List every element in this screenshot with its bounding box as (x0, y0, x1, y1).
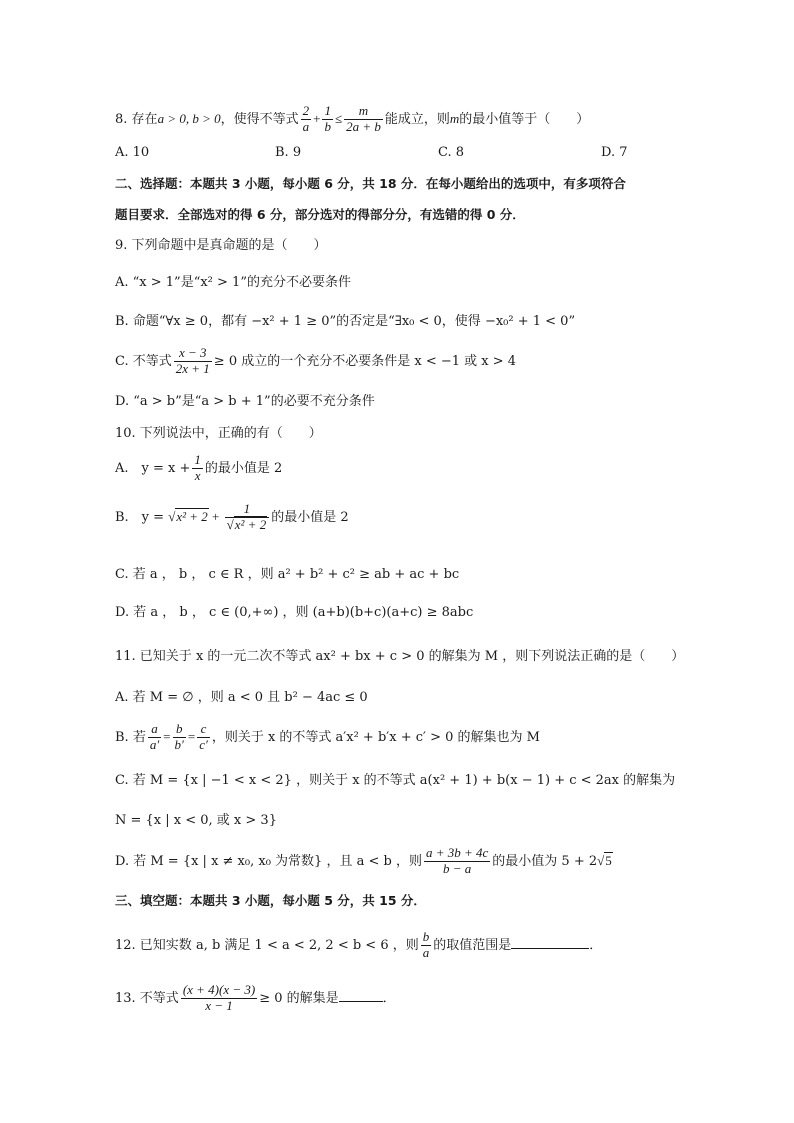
option-d: D. 7 (601, 145, 628, 160)
question-9-stem: 9. 下列命题中是真命题的是（ ） (115, 238, 327, 253)
question-10-option-a: A. y = x + $\frac{1}{x}$ 的最小值是 2 (115, 452, 283, 483)
question-11-option-d: D. 若 M = {x | x ≠ x₀, x₀ 为常数} ，且 a < b ，则 $\frac{a + 3b + 4c}{b - a}$ 的最小值为 5 + 2√5 (115, 845, 612, 876)
fraction: $\frac{c}{c'}$ (199, 721, 208, 752)
fraction: $\frac{(x + 4)(x - 3)}{x - 1}$ (182, 982, 256, 1013)
option-b: B. 9 (275, 145, 302, 160)
fraction: $\frac{x - 3}{2x + 1}$ (175, 345, 210, 376)
question-10-option-b: B. y = √x² + 2 + $\frac{1}{\text{√x² + 2}}$ 的最小值是 2 (115, 501, 349, 532)
option-c: C. 8 (438, 145, 465, 160)
section-2-heading: 二、选择题：本题共 3 小题，每小题 6 分，共 18 分．在每小题给出的选项中，有多项符合 (115, 176, 626, 191)
section-3-heading: 三、填空题：本题共 3 小题，每小题 5 分，共 15 分． (115, 893, 426, 908)
question-10-option-d: D. 若 a ， b ， c ∈ (0,+∞) ，则 (a+b)(b+c)(a+c) ≥ 8abc (115, 605, 474, 620)
fraction: $\frac{1}{b}$ (324, 103, 331, 134)
answer-blank[interactable] (511, 948, 589, 949)
question-13: 13. 不等式 $\frac{(x + 4)(x - 3)}{x - 1}$ ≥ 0 的解集是 ． (115, 982, 396, 1013)
fraction: $\frac{a + 3b + 4c}{b - a}$ (425, 845, 489, 876)
question-11-stem: 11. 已知关于 x 的一元二次不等式 ax² + bx + c > 0 的解集为 M ，则下列说法正确的是（ ） (115, 649, 685, 664)
question-8: 8. 存在a > 0, b > 0，使得不等式 $\frac{2}{a}$ + $\frac{1}{b}$ ≤ $\frac{m}{2a + b}$ 能成立，则m的最小值等于（ ） (115, 103, 590, 134)
question-12: 12. 已知实数 a, b 满足 1 < a < 2, 2 < b < 6 ，则 $\frac{b}{a}$ 的取值范围是 ． (115, 929, 603, 960)
fraction: $\frac{a}{a'}$ (149, 721, 160, 752)
question-11-option-b: B. 若 $\frac{a}{a'}$ = $\frac{b}{b'}$ = $\frac{c}{c'}$ ，则关于 x 的不等式 a′x² + b′x + c′ > 0 的解集也为 M (115, 721, 540, 752)
fraction: $\frac{b}{a}$ (422, 929, 430, 960)
question-11-option-c-set: N = {x | x < 0, 或 x > 3} (115, 813, 277, 828)
question-9-option-c: C. 不等式 $\frac{x - 3}{2x + 1}$ ≥ 0 成立的一个充分不必要条件是 x < −1 或 x > 4 (115, 345, 517, 376)
option-a: A. 10 (115, 145, 150, 160)
question-10-option-c: C. 若 a ， b ， c ∈ R ，则 a² + b² + c² ≥ ab + ac + bc (115, 567, 460, 582)
question-11-option-c: C. 若 M = {x | −1 < x < 2} ，则关于 x 的不等式 a(x² + 1) + b(x − 1) + c < 2ax 的解集为 (115, 773, 676, 788)
fraction: $\frac{m}{2a + b}$ (346, 103, 381, 134)
question-10-stem: 10. 下列说法中，正确的有（ ） (115, 426, 322, 441)
answer-blank[interactable] (339, 1001, 383, 1002)
fraction: $\frac{b}{b'}$ (174, 721, 184, 752)
question-9-option-d: D. “a > b”是“a > b + 1”的必要不充分条件 (115, 394, 375, 409)
question-9-option-a: A. “x > 1”是“x² > 1”的充分不必要条件 (115, 275, 351, 290)
section-2-note: 题目要求．全部选对的得 6 分，部分选对的得部分分，有选错的得 0 分． (115, 207, 525, 222)
fraction: $\frac{2}{a}$ (302, 103, 310, 134)
question-11-option-a: A. 若 M = ∅ ，则 a < 0 且 b² − 4ac ≤ 0 (115, 690, 368, 705)
fraction: $\frac{1}{x}$ (194, 452, 201, 483)
question-9-option-b: B. 命题“∀x ≥ 0，都有 −x² + 1 ≥ 0”的否定是“∃x₀ < 0，使得 −x₀² + 1 < 0” (115, 314, 576, 329)
fraction: $\frac{1}{\text{√x² + 2}}$ (225, 502, 270, 533)
question-8-options (115, 144, 635, 162)
